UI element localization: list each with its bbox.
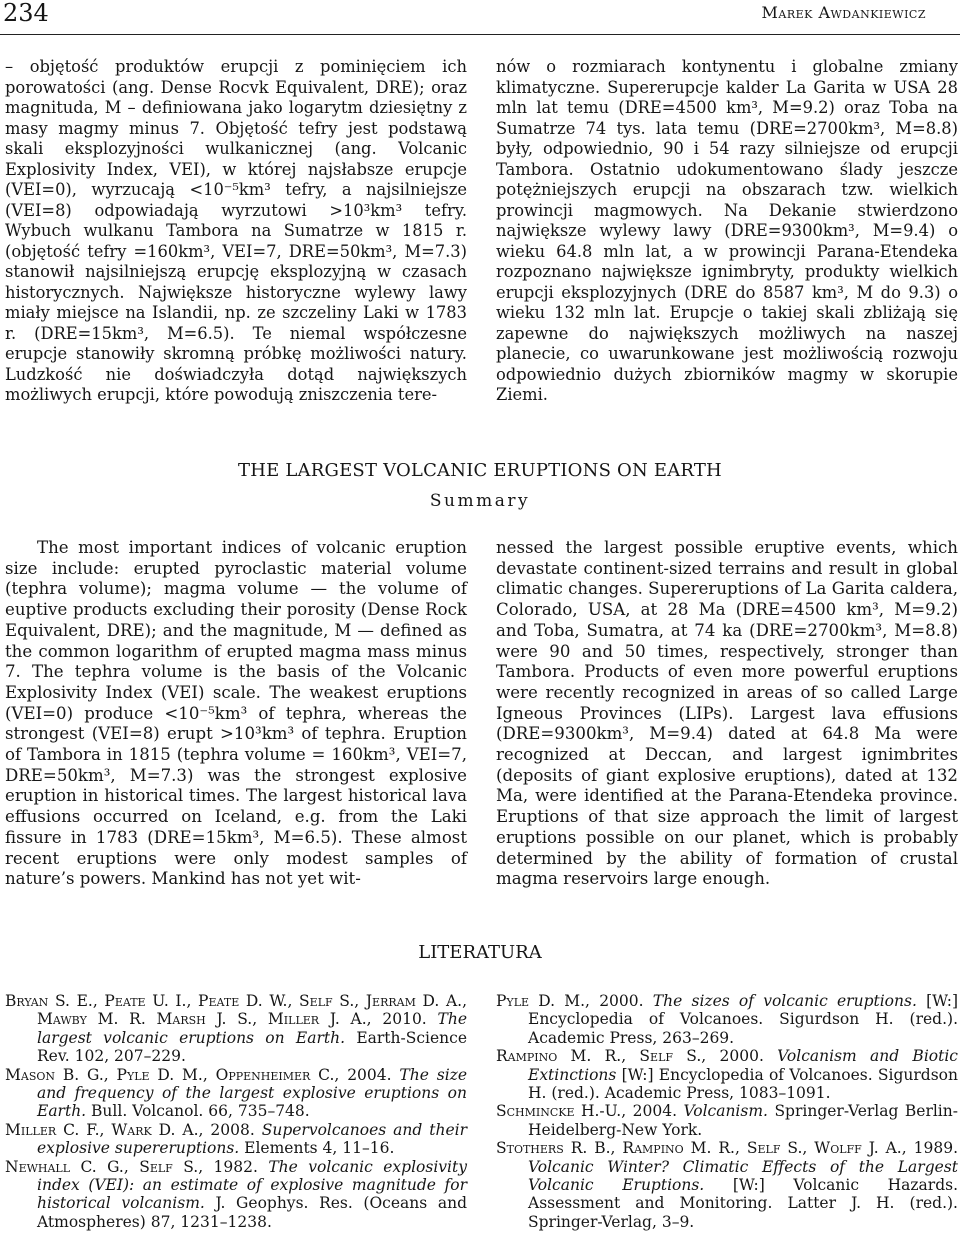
reference-source: Earth-Science Rev. 102, 207–229.: [37, 1028, 468, 1066]
reference-entry: [5, 1158, 467, 1232]
reference-authors: Newhall C. G., Self S.,: [5, 1157, 204, 1176]
references-column-1: [5, 992, 467, 1231]
header-rule: [0, 34, 960, 35]
reference-year: 2008.: [203, 1120, 262, 1139]
reference-entry: [5, 1121, 467, 1158]
reference-source: Springer-Verlag Berlin-Heidelberg-New York.: [528, 1102, 958, 1139]
reference-title: Volcanism.: [683, 1102, 768, 1121]
reference-year: 2000.: [589, 992, 653, 1010]
reference-year: 2004.: [339, 1065, 400, 1084]
literature-heading: LITERATURA: [418, 942, 542, 963]
reference-entry: [496, 1139, 958, 1231]
polish-text-column-1: [5, 57, 467, 406]
reference-authors: Mason B. G., Pyle D. M., Oppenheimer C.,: [5, 1065, 340, 1084]
reference-authors: Pyle D. M.,: [496, 992, 590, 1010]
reference-year: 1982.: [203, 1157, 269, 1176]
references-column-2: [496, 992, 958, 1231]
reference-year: 2010.: [371, 1010, 438, 1029]
reference-authors: Miller C. F., Wark D. A.,: [5, 1120, 204, 1139]
summary-column-2: [496, 538, 958, 890]
reference-entry: [5, 1066, 467, 1121]
reference-source: [W:] Encyclopedia of Volcanoes. Sigurdson H. (red.). Academic Press, 1083–1091.: [528, 1065, 958, 1103]
reference-source: J. Geophys. Res. (Oceans and Atmospheres) 87, 1231–1238.: [37, 1194, 467, 1231]
reference-authors: Schmincke H.-U.,: [496, 1102, 627, 1121]
reference-title: Volcanism and Biotic Extinctions: [528, 1047, 958, 1084]
reference-year: 1989.: [906, 1139, 958, 1158]
page-header: [0, 0, 960, 40]
reference-title: The sizes of volcanic eruptions.: [652, 992, 917, 1010]
reference-title: Volcanic Winter? Climatic Effects of the Largest Volcanic Eruptions.: [528, 1157, 958, 1195]
reference-entry: [496, 1102, 958, 1139]
running-head: Marek Awdankiewicz: [761, 3, 926, 22]
polish-paragraph-1: – objętość produktów erupcji z pominięciem ich porowatości (ang. Dense Rocvk Equivalent, DRE); oraz magnituda, M – definiowana jako logarytm dziesiętny z masy magmy minus 7. Objętość tefry jest podstawą skali eksplozyjności wulkanicznej (ang. Volcanic Explosivity Index, VEI), w której najsłabsze erupcje (VEI=0), wyrzucają <10⁻⁵km³ tefry, a najsilniejsze (VEI=8) odpowiadają wyrzutowi >10³km³ tefry. Wybuch wulkanu Tambora na Sumatrze w 1815 r. (objętość tefry =160km³, VEI=7, DRE=50km³, M=7.3) stanowił najsilniejszą erupcję eksplozyjną w czasach historycznych. Największe historyczne wylewy lawy miały miejsce na Islandii, np. ze szczeliny Laki w 1783 r. (DRE=15km³, M=6.5). Te niemal współczesne erupcje stanowiły skromną próbkę możliwości natury. Ludzkość nie doświadczyła dotąd największych możliwych erupcji, które powodują zniszczenia tere-: [5, 57, 467, 404]
polish-paragraph-2: nów o rozmiarach kontynentu i globalne zmiany klimatyczne. Supererupcje kalder La Garita w USA 28 mln lat temu (DRE=4500 km³, M=9.2) oraz Toba na Sumatrze 74 tys. lata temu (DRE=2700km³, M=8.8) były, odpowiednio, 90 i 54 razy silniejsze od erupcji Tambora. Ostatnio udokumentowano ślady jeszcze potężniejszych erupcji na obszarach tzw. wielkich prowincji magmowych. Na Dekanie stwierdzono największe wylewy lawy (DRE=9300km³, M=9.4) o wieku 64.8 mln lat, a w prowincji Parana-Etendeka rozpoznano największe ignimbryty, produkty wielkich erupcji eksplozyjnych (DRE do 8587 km³, M do 9.3) o wieku 132 mln lat. Erupcje o takiej skali zbliżają się zapewne do największych możliwych na naszej planecie, co uwarunkowane jest możliwością rozwoju odpowiednio dużych zbiorników magmy w skorupie Ziemi.: [496, 57, 958, 404]
reference-year: 2004.: [626, 1102, 684, 1121]
reference-entry: [5, 992, 467, 1066]
summary-heading: Summary: [429, 491, 531, 511]
reference-source: Bull. Volcanol. 66, 735–748.: [86, 1102, 310, 1121]
reference-source: [W:] Encyclopedia of Volcanoes. Sigurdson H. (red.). Academic Press, 263–269.: [528, 992, 959, 1047]
page-number: 234: [3, 0, 49, 27]
summary-paragraph-1: The most important indices of volcanic eruption size include: erupted pyroclastic material volume (tephra volume); magma volume — the volume of euptive products excluding their porosity (Dense Rock Equivalent, DRE); and the magnitude, M — defined as the common logarithm of erupted magma mass minus 7. The tephra volume is the basis of the Volcanic Explosivity Index (VEI) scale. The weakest eruptions (VEI=0) produce <10⁻⁵km³ of tephra, whereas the strongest (VEI=8) erupt >10³km³ of tephra. Eruption of Tambora in 1815 (tephra volume = 160km³, VEI=7, DRE=50km³, M=7.3) was the strongest explosive eruption in historical times. The largest historical lava effusions occurred on Iceland, e.g. from the Laki fissure in 1783 (DRE=15km³, M=6.5). These almost recent eruptions were only modest samples of nature’s powers. Mankind has not yet wit-: [5, 538, 467, 889]
summary-column-1: [5, 538, 467, 890]
reference-authors: Stothers R. B., Rampino M. R., Self S., Wolff J. A.,: [496, 1139, 907, 1158]
reference-authors: Rampino M. R., Self S.,: [496, 1047, 707, 1066]
reference-year: 2000.: [706, 1047, 778, 1066]
reference-entry: [496, 992, 958, 1047]
reference-source: [W:] Volcanic Hazards. Assessment and Monitoring. Latter J. H. (red.). Springer-Verlag, 3–9.: [528, 1176, 958, 1231]
polish-text-column-2: [496, 57, 958, 406]
reference-title: The volcanic explosivity index (VEI): an estimate of explosive magnitude for historical volcanism.: [37, 1157, 467, 1213]
summary-paragraph-2: nessed the largest possible eruptive events, which devastate continent-sized terrains and result in global climatic changes. Supereruptions of La Garita caldera, Colorado, USA, at 28 Ma (DRE=4500 km³, M=9.2) and Toba, Sumatra, at 74 ka (DRE=2700km³, M=8.8) were 90 and 50 times, respectively, stronger than Tambora. Products of even more powerful eruptions were recently recognized in areas of so called Large Igneous Provinces (LIPs). Largest lava effusions (DRE=9300km³, M=9.4) dated at 64.8 Ma were recognized at Deccan, and largest ignimbrites (deposits of giant explosive eruptions), dated at 132 Ma, were identified at the Parana-Etendeka province. Eruptions of that size approach the limit of largest eruptions possible on our planet, which is probably determined by the ability of formation of crustal magma reservoirs large enough.: [496, 538, 958, 889]
reference-title: The largest volcanic eruptions on Earth.: [37, 1010, 468, 1047]
reference-title: The size and frequency of the largest explosive eruptions on Earth.: [37, 1065, 468, 1121]
reference-source: Elements 4, 11–16.: [239, 1139, 395, 1158]
summary-title: THE LARGEST VOLCANIC ERUPTIONS ON EARTH: [238, 460, 722, 481]
reference-entry: [496, 1047, 958, 1102]
reference-title: Supervolcanoes and their explosive supereruptions.: [37, 1120, 467, 1158]
reference-authors: Bryan S. E., Peate U. I., Peate D. W., Self S., Jerram D. A., Mawby M. R. Marsh J. S., Miller J. A.,: [5, 992, 467, 1029]
